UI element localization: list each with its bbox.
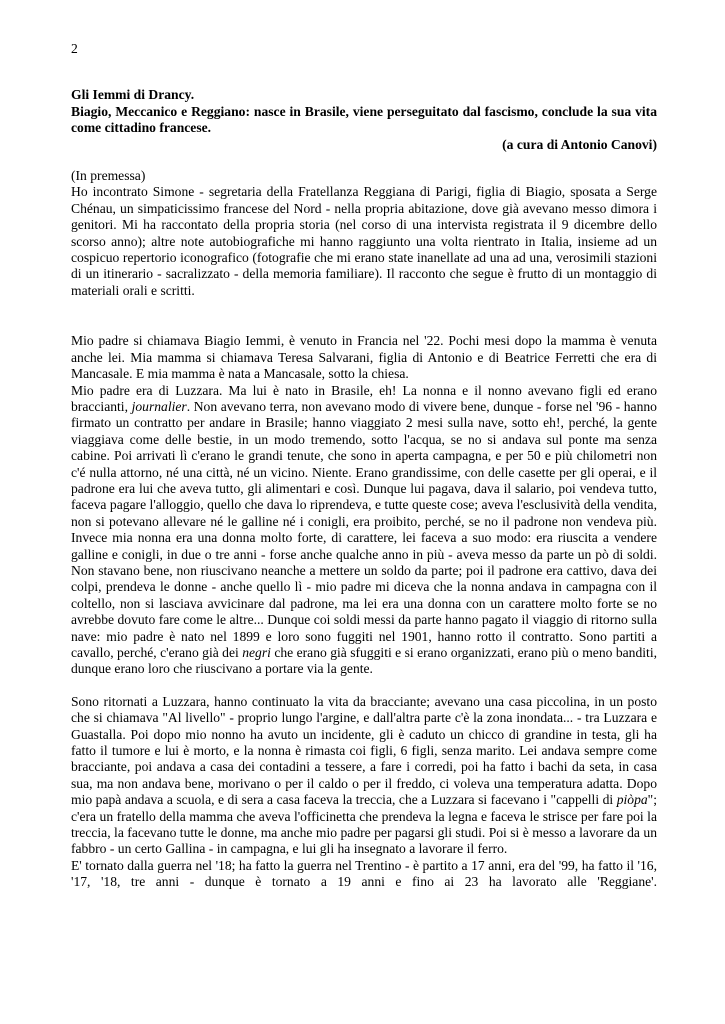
term-piopa: piòpa — [616, 792, 648, 808]
paragraph-2-part-1: Mio padre era di Luzzara. Ma lui è nato in Brasile, eh! La nonna e il nonno avevano figli ed erano braccianti, — [71, 382, 657, 414]
paragraph-spacer — [71, 678, 657, 694]
paragraph-2-part-2: . Non avevano terra, non avevano modo di vivere bene, dunque - forse nel '96 - hanno firmato un contratto per andare in Brasile; hanno viaggiato 2 mesi sulla nave, sotto eh!, perché, la gente viaggiava come delle bestie, in un modo tremendo, sotto l'acqua, se no si andava sul ponte ma senza cabine. Poi arrivati lì c'erano le grandi tenute, che sono in aperta campagna, e per 50 e più chilometri non c'é nulla attorno, né una città, né un vicino. Niente. Erano grandissime, con delle casette per gli operai, e il padrone era lui che aveva tutto, gli alimentari e così. Dunque lui pagava, dava il salario, poi vendeva tutto, faceva pagare l'alloggio, quello che dava lo riprendeva, e tutte queste cose; aveva l'esclusività della vendita, non si potevano allevare né le galline né i conigli, era proibito, perché, se no il padrone non vendeva più. Invece mia nonna era una donna molto forte, di carattere, lei faceva a suo modo: era riuscita a vendere galline e conigli, in due o tre anni - forse anche qualche anno in più - aveva messo da parte un pò di soldi. Non stavano bene, non riuscivano neanche a mettere un soldo da parte; poi il padrone era cattivo, dava dei colpi, prendeva le donne - anche quello lì - mio padre mi diceva che la nonna andava in campagna con il coltello, non si lasciava avvicinare dal padrone, ma lei era una donna con un carattere molto forte se no avrebbe dovuto fare come le altre... Dunque coi soldi messi da parte hanno pagato il viaggio di ritorno sulla nave: mio padre è nato nel 1899 e loro sono fuggiti nel 1901, hanno rotto il contratto. Sono partiti a cavallo, perché, c'erano già dei — [71, 398, 657, 660]
term-journalier: journalier — [131, 398, 187, 414]
premise-label: (In premessa) — [71, 168, 146, 184]
body-paragraph-1: Mio padre si chiamava Biagio Iemmi, è venuto in Francia nel '22. Pochi mesi dopo la mamma è venuta anche lei. Mia mamma si chiamava Teresa Salvarani, figlia di Antonio e di Beatrice Ferretti che era di Mancasale. E mia mamma è nata a Mancasale, sotto la chiesa. — [71, 333, 657, 382]
document-page — [71, 41, 657, 891]
body-paragraph-2 — [71, 383, 657, 678]
section-spacer — [71, 299, 657, 333]
page-number: 2 — [71, 41, 78, 56]
paragraph-2-part-3: che erano già sfuggiti e si erano organizzati, erano più o meno banditi, dunque erano loro che riuscivano a portare via la gente. — [71, 645, 657, 677]
document-subtitle: Biagio, Meccanico e Reggiano: nasce in Brasile, viene perseguitato dal fascismo, conclude la sua vita come cittadino francese. — [71, 103, 657, 136]
body-paragraph-4: E' tornato dalla guerra nel '18; ha fatto la guerra nel Trentino - è partito a 17 anni, era del '99, ha fatto il '16, '17, '18, tre anni - dunque è tornato a 19 anni e fino ai 23 ha lavorato alle 'Reggiane'. — [71, 857, 657, 890]
premise-paragraph: Ho incontrato Simone - segretaria della Fratellanza Reggiana di Parigi, figlia di Biagio, sposata a Serge Chénau, un simpaticissimo francese del Nord - nella propria abitazione, dove già avevano messo dimora i genitori. Mi ha raccontato della propria storia (nel corso di una intervista registrata il 9 dicembre dello scorso anno); altre note autobiografiche mi hanno raggiunto una volta rientrato in Italia, insieme ad un cospicuo repertorio iconografico (fotografie che mi erano state inanellate ad una ad una, verosimili stazioni di un itinerario - sacralizzato - della memoria familiare). Il racconto che segue è frutto di un montaggio di materiali orali e scritti. — [71, 184, 657, 298]
paragraph-3-part-2: "; c'era un fratello della mamma che aveva l'officinetta che prendeva la legna e faceva le strisce per fare poi la treccia, la facevano tutte le donne, ma anche mio padre per pagarsi gli studi. Poi si è messo a lavorare da un fabbro - un certo Gallina - in campagna, e lui gli ha insegnato a lavorare il ferro. — [71, 792, 657, 857]
paragraph-3-part-1: Sono ritornati a Luzzara, hanno continuato la vita da bracciante; avevano una casa piccolina, in un posto che si chiamava "Al livello" - proprio lungo l'argine, e dall'altra parte c'è la zona inondata... - tra Luzzara e Guastalla. Poi dopo mio nonno ha avuto un incidente, gli è caduto un chicco di grandine in testa, gli ha fatto il tumore e lui è morto, e la nonna è rimasta coi figli, 6 figli, senza marito. Lei andava sempre come bracciante, poi andava a casa dei contadini a tessere, a fare i corredi, poi ha fatto i bachi da seta, in casa sua, ma non andava bene, morivano o per il caldo o per il freddo, ci voleva una temperatura adatta. Dopo mio papà andava a scuola, e di sera a casa faceva la treccia, che a Luzzara si facevano i "cappelli di — [71, 693, 657, 808]
term-negri: negri — [242, 645, 271, 660]
curator-credit: (a cura di Antonio Canovi) — [502, 136, 657, 152]
body-paragraph-3 — [71, 694, 657, 858]
document-title: Gli Iemmi di Drancy. — [71, 87, 195, 103]
